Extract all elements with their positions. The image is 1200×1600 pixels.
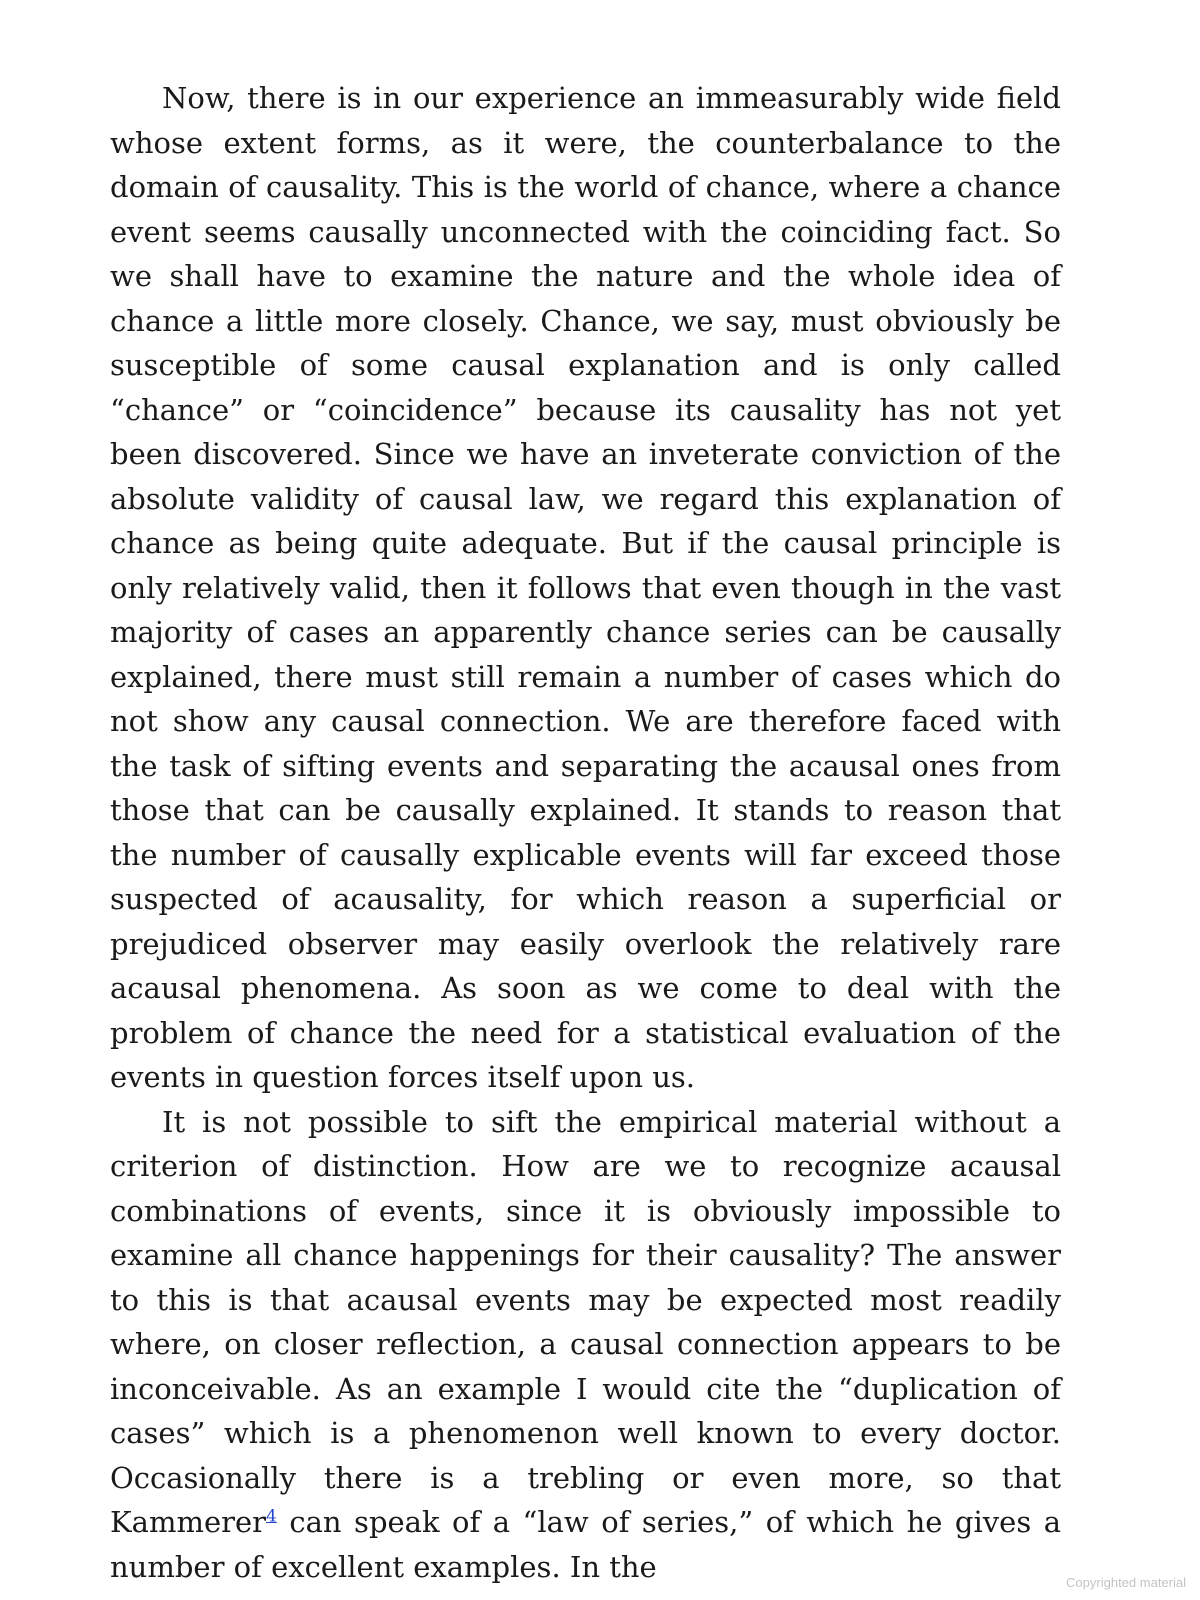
paragraph-text-after-footnote: can speak of a “law of series,” of which he gives a number of excellent examples. In the [110,1505,1061,1584]
paragraph-chance-causality: Now, there is in our experience an immeasurably wide field whose extent forms, as it were, the counterbalance to the domain of causality. This is the world of chance, where a chance event seems causally unconnected with the coinciding fact. So we shall have to examine the nature and the whole idea of chance a little more closely. Chance, we say, must obviously be susceptible of some causal explanation and is only called “chance” or “coincidence” because its causality has not yet been discovered. Since we have an inveterate conviction of the absolute validity of causal law, we regard this explanation of chance as being quite adequate. But if the causal principle is only relatively valid, then it follows that even though in the vast majority of cases an apparently chance series can be causally explained, there must still remain a number of cases which do not show any causal connection. We are therefore faced with the task of sifting events and separating the acausal ones from those that can be causally explained. It stands to reason that the number of causally explicable events will far exceed those suspected of acausality, for which reason a superficial or prejudiced observer may easily overlook the relatively rare acausal phenomena. As soon as we come to deal with the problem of chance the need for a statistical evaluation of the events in question forces itself upon us. [110,81,1061,1094]
footnote-link-4[interactable]: 4 [266,1506,277,1527]
paragraph-text-before-footnote: It is not possible to sift the empirical material without a criterion of distinction. How are we to recognize acausal combinations of events, since it is obviously impossible to examine all chance happenings for their causality? The answer to this is that acausal events may be expected most readily where, on closer reflection, a causal connection appears to be inconceivable. As an example I would cite the “duplication of cases” which is a phenomenon well known to every doctor. Occasionally there is a trebling or even more, so that Kammerer [110,1104,1061,1539]
book-page-body [110,76,1061,1589]
paragraph-criterion-distinction [110,1100,1061,1590]
copyright-watermark: Copyrighted material [1066,1575,1186,1590]
